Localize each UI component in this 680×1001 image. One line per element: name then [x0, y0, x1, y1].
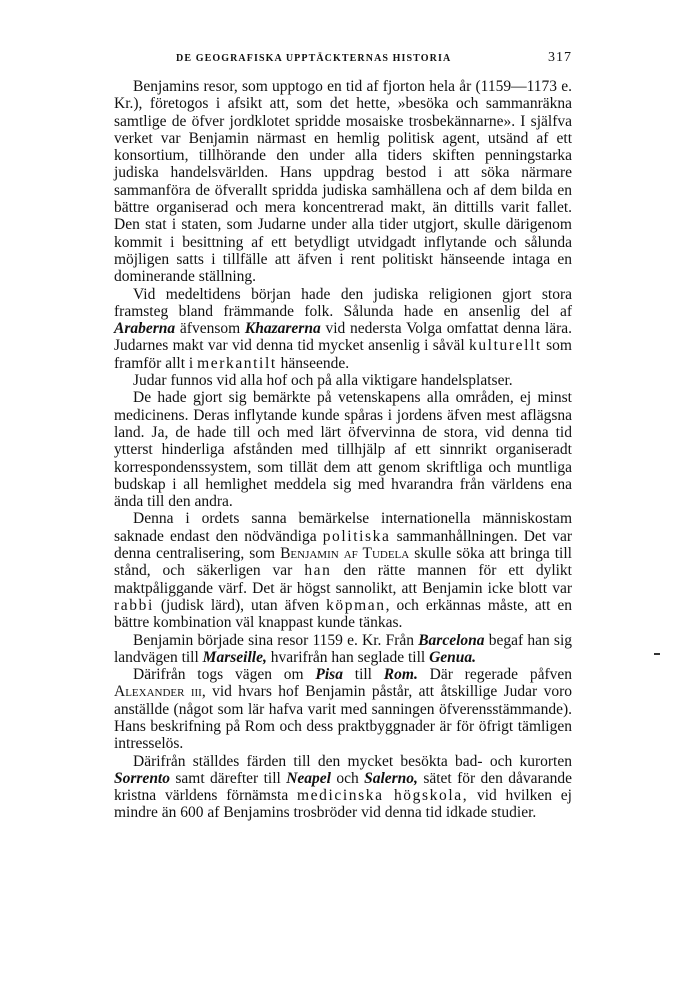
- place-sorrento: Sorrento: [114, 769, 170, 787]
- book-page: [114, 50, 572, 822]
- running-head: [114, 50, 572, 72]
- text-run: De hade gjort sig bemärkte på vetenskapens alla områden, ej minst medicinens. Deras inflytande kunde spåras i jordens äfven mest aflägsna land. Ja, de hade till och med lärt öfvervinna de stora, vid denna tid ytterst hinderliga afstånden med tillhjälp af ett sinnrikt organiseradt korrespondenssystem, som tillät dem att genom skriftliga och muntliga budskap i all hemlighet meddela sig med hvarandra från världens ena ända till den andra.: [114, 389, 572, 511]
- emphasis-arabs: Araberna: [114, 320, 176, 338]
- place-neapel: Neapel: [286, 769, 331, 787]
- margin-mark: [654, 653, 660, 655]
- paragraph-8: [114, 753, 572, 822]
- text-run: Därifrån ställdes färden till den mycket besökta bad- och kurorten: [133, 752, 572, 770]
- text-run: Vid medeltidens början hade den judiska religionen gjort stora framsteg bland främmande folk. Sålunda hade en ansenlig del af: [114, 285, 572, 320]
- text-run: sätet för den dåvarande kristna världens förnämsta: [114, 769, 572, 805]
- text-run: (judisk lärd), utan äfven: [153, 596, 327, 614]
- text-run: den rätte mannen för ett dylikt maktpåliggande värf. Det är högst sannolikt, att Benjamin icke blott var: [114, 562, 572, 597]
- place-marseille: Marseille,: [202, 648, 267, 666]
- text-run: vid nedersta Volga omfattat denna lära. Judarnes makt var vid denna tid mycket ansenlig i såväl: [114, 320, 572, 355]
- text-run: , och erkännas måste, att en bättre kombination väl knappast kunde tänkas.: [114, 596, 572, 632]
- text-run: vid hvars hof Benjamin påstår, att åtskillige Judar voro anställde (något som lär hafva varit med sanningen öfverensstämmande). Hans beskrifning på Rom och dess praktbyggnader är för öfrigt tämligen intresselös.: [114, 683, 573, 753]
- spaced-merkantilt: merkantilt: [197, 354, 277, 372]
- spaced-politiska: politiska: [322, 527, 391, 545]
- text-run: sammanhållningen. Det var denna centralisering, som: [114, 527, 572, 563]
- paragraph-1: [114, 78, 572, 286]
- emphasis-khazars: Khazarerna: [244, 320, 321, 338]
- paragraph-3: [114, 372, 572, 389]
- text-run: Därifrån togs vägen om: [133, 666, 316, 684]
- place-salerno: Salerno,: [364, 769, 418, 787]
- text-run: Där regerade påfven: [417, 666, 572, 684]
- text-run: vid hvilken ej mindre än 600 af Benjamins trosbröder vid denna tid idkade studier.: [114, 787, 572, 822]
- paragraph-2: [114, 286, 572, 372]
- spaced-han: han: [304, 562, 332, 580]
- paragraph-7: [114, 666, 572, 752]
- spaced-rabbi: rabbi: [114, 596, 154, 614]
- smallcaps-alexander-iii: Alexander iii,: [114, 683, 206, 701]
- spaced-medicinska-hogskola: medicinska högskola,: [296, 787, 469, 805]
- paragraph-4: [114, 389, 572, 510]
- running-head-title: DE GEOGRAFISKA UPPTÄCKTERNAS HISTORIA: [176, 53, 452, 64]
- text-run: som framför allt i: [114, 337, 572, 372]
- spaced-kopman: köpman: [326, 596, 386, 614]
- text-run: Benjamins resor, som upptogo en tid af fjorton hela år (1159—1173 e. Kr.), företogos i afsikt att, som det hette, »besöka och sammanräkna samtlige de öfver jordklotet spridde mosaiske trosbekännarne». I själfva verket var Benjamin närmast en hemlig politisk agent, utsänd af ett konsortium, tillhörande den under alla tiders skiften penningstarka judiska handelsvärlden. Hans uppdrag bestod i att söka närmare sammanföra de öfverallt spridda judiska samhällena och af dem bilda en bättre organiserad och mera koncentrerad makt, än dittills varit fallet. Den stat i staten, som Judarne under alla tider utgjort, skulle därigenom kommit i besittning af ett betydligt utvidgadt inflytande och sålunda möjligen satts i tillfälle att äfven i rent politiskt hänseende intaga en dominerande ställning.: [114, 78, 572, 286]
- page-number: 317: [548, 50, 572, 65]
- place-genua: Genua.: [429, 648, 477, 666]
- text-run: hvarifrån han seglade till: [266, 648, 430, 666]
- text-run: Benjamin började sina resor 1159 e. Kr. Från: [133, 631, 419, 649]
- place-rom: Rom.: [383, 666, 418, 684]
- spaced-kulturellt: kulturellt: [468, 337, 542, 355]
- paragraph-5: [114, 510, 572, 631]
- text-run: Denna i ordets sanna bemärkelse internationella människostam saknade endast den nödvändiga: [114, 510, 572, 545]
- text-run: hänseende.: [276, 354, 350, 372]
- paragraph-6: [114, 632, 572, 667]
- body-text: [114, 78, 572, 822]
- text-run: samt därefter till: [170, 769, 287, 787]
- text-run: till: [342, 666, 384, 684]
- place-barcelona: Barcelona: [418, 631, 485, 649]
- text-run: och: [330, 769, 365, 787]
- text-run: Judar funnos vid alla hof och på alla viktigare handelsplatser.: [133, 372, 513, 390]
- text-run: äfvensom: [175, 320, 245, 338]
- text-run: begaf han sig landvägen till: [114, 631, 572, 666]
- text-run: skulle söka att bringa till stånd, och säkerligen var: [114, 545, 572, 580]
- smallcaps-benjamin-af-tudela: Benjamin af Tudela: [280, 545, 410, 563]
- place-pisa: Pisa: [315, 666, 343, 684]
